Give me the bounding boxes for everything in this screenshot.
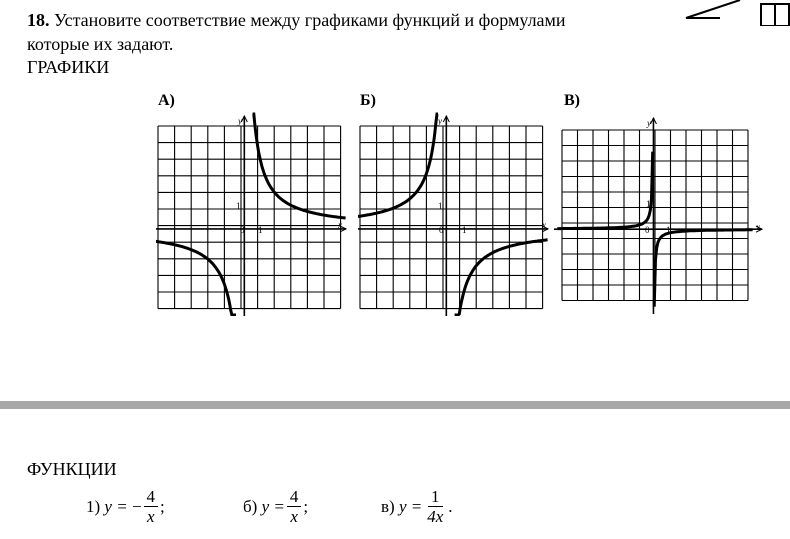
graph-v-unit-x: 1 <box>666 225 671 235</box>
formula-1-numerator: 4 <box>144 487 159 507</box>
graph-a-unit-y: 1 <box>236 201 241 211</box>
graph-v <box>554 114 766 316</box>
formula-1-sign: − <box>131 497 142 516</box>
formula-1-lhs: y = <box>104 497 128 516</box>
graph-v-y-label: y <box>647 118 651 128</box>
section-graphs-title: ГРАФИКИ <box>27 57 110 77</box>
section-divider <box>0 401 790 409</box>
graph-b-x-label: x <box>542 220 546 230</box>
graph-a-x-label: x <box>338 220 342 230</box>
graph-v-unit-y: 1 <box>646 199 651 209</box>
graph-a-y-label: y <box>238 116 242 126</box>
formula-1 <box>86 487 165 527</box>
graph-b-origin-label: 0 <box>439 225 444 235</box>
formula-v-numerator: 1 <box>428 487 443 507</box>
graph-b-y-label: y <box>438 116 442 126</box>
graph-b-label: Б) <box>360 92 376 109</box>
graph-b-unit-y: 1 <box>438 201 443 211</box>
formula-b-index: б) <box>243 497 258 516</box>
formula-1-index: 1) <box>86 497 101 516</box>
graph-a-grid <box>158 126 341 309</box>
formula-1-end: ; <box>160 497 165 516</box>
formula-b-fraction <box>287 487 302 527</box>
formula-b-numerator: 4 <box>287 487 302 507</box>
formula-v-fraction <box>424 487 446 527</box>
formula-v-lhs: y = <box>398 497 423 516</box>
question-text: Установите соответствие между графиками функций и формулами <box>54 10 566 30</box>
formula-b <box>243 487 308 527</box>
graph-v-x-label: x <box>756 222 760 232</box>
formula-v-end: . <box>448 497 453 516</box>
graph-v-label: В) <box>564 92 580 109</box>
formula-1-fraction <box>144 487 159 527</box>
graph-a <box>156 112 350 316</box>
graph-b <box>358 112 552 316</box>
graph-v-curve-right <box>557 152 652 229</box>
formula-v <box>381 487 453 527</box>
graph-b-curve-left <box>455 240 548 315</box>
graph-a-curve-right <box>253 114 346 218</box>
graph-b-grid <box>360 126 543 309</box>
section-functions-title: ФУНКЦИИ <box>27 459 117 479</box>
graph-v-curve-left <box>654 230 752 307</box>
formula-b-end: ; <box>303 497 309 516</box>
formula-v-index: в) <box>381 497 395 516</box>
corner-shapes-decoration <box>680 0 790 26</box>
formula-b-denominator: x <box>290 507 298 526</box>
question-line-1 <box>27 9 566 31</box>
graph-a-origin-label: 0 <box>240 225 245 235</box>
question-line-2: которые их задают. <box>27 34 174 54</box>
graph-a-label: А) <box>158 92 175 109</box>
graph-b-unit-x: 1 <box>462 225 467 235</box>
formula-1-denominator: x <box>147 507 155 526</box>
graph-a-unit-x: 1 <box>258 225 263 235</box>
formula-v-denominator: 4x <box>427 507 444 526</box>
formula-b-lhs: y = <box>261 497 285 516</box>
question-number: 18. <box>27 10 50 30</box>
graph-v-origin-label: 0 <box>645 225 650 235</box>
